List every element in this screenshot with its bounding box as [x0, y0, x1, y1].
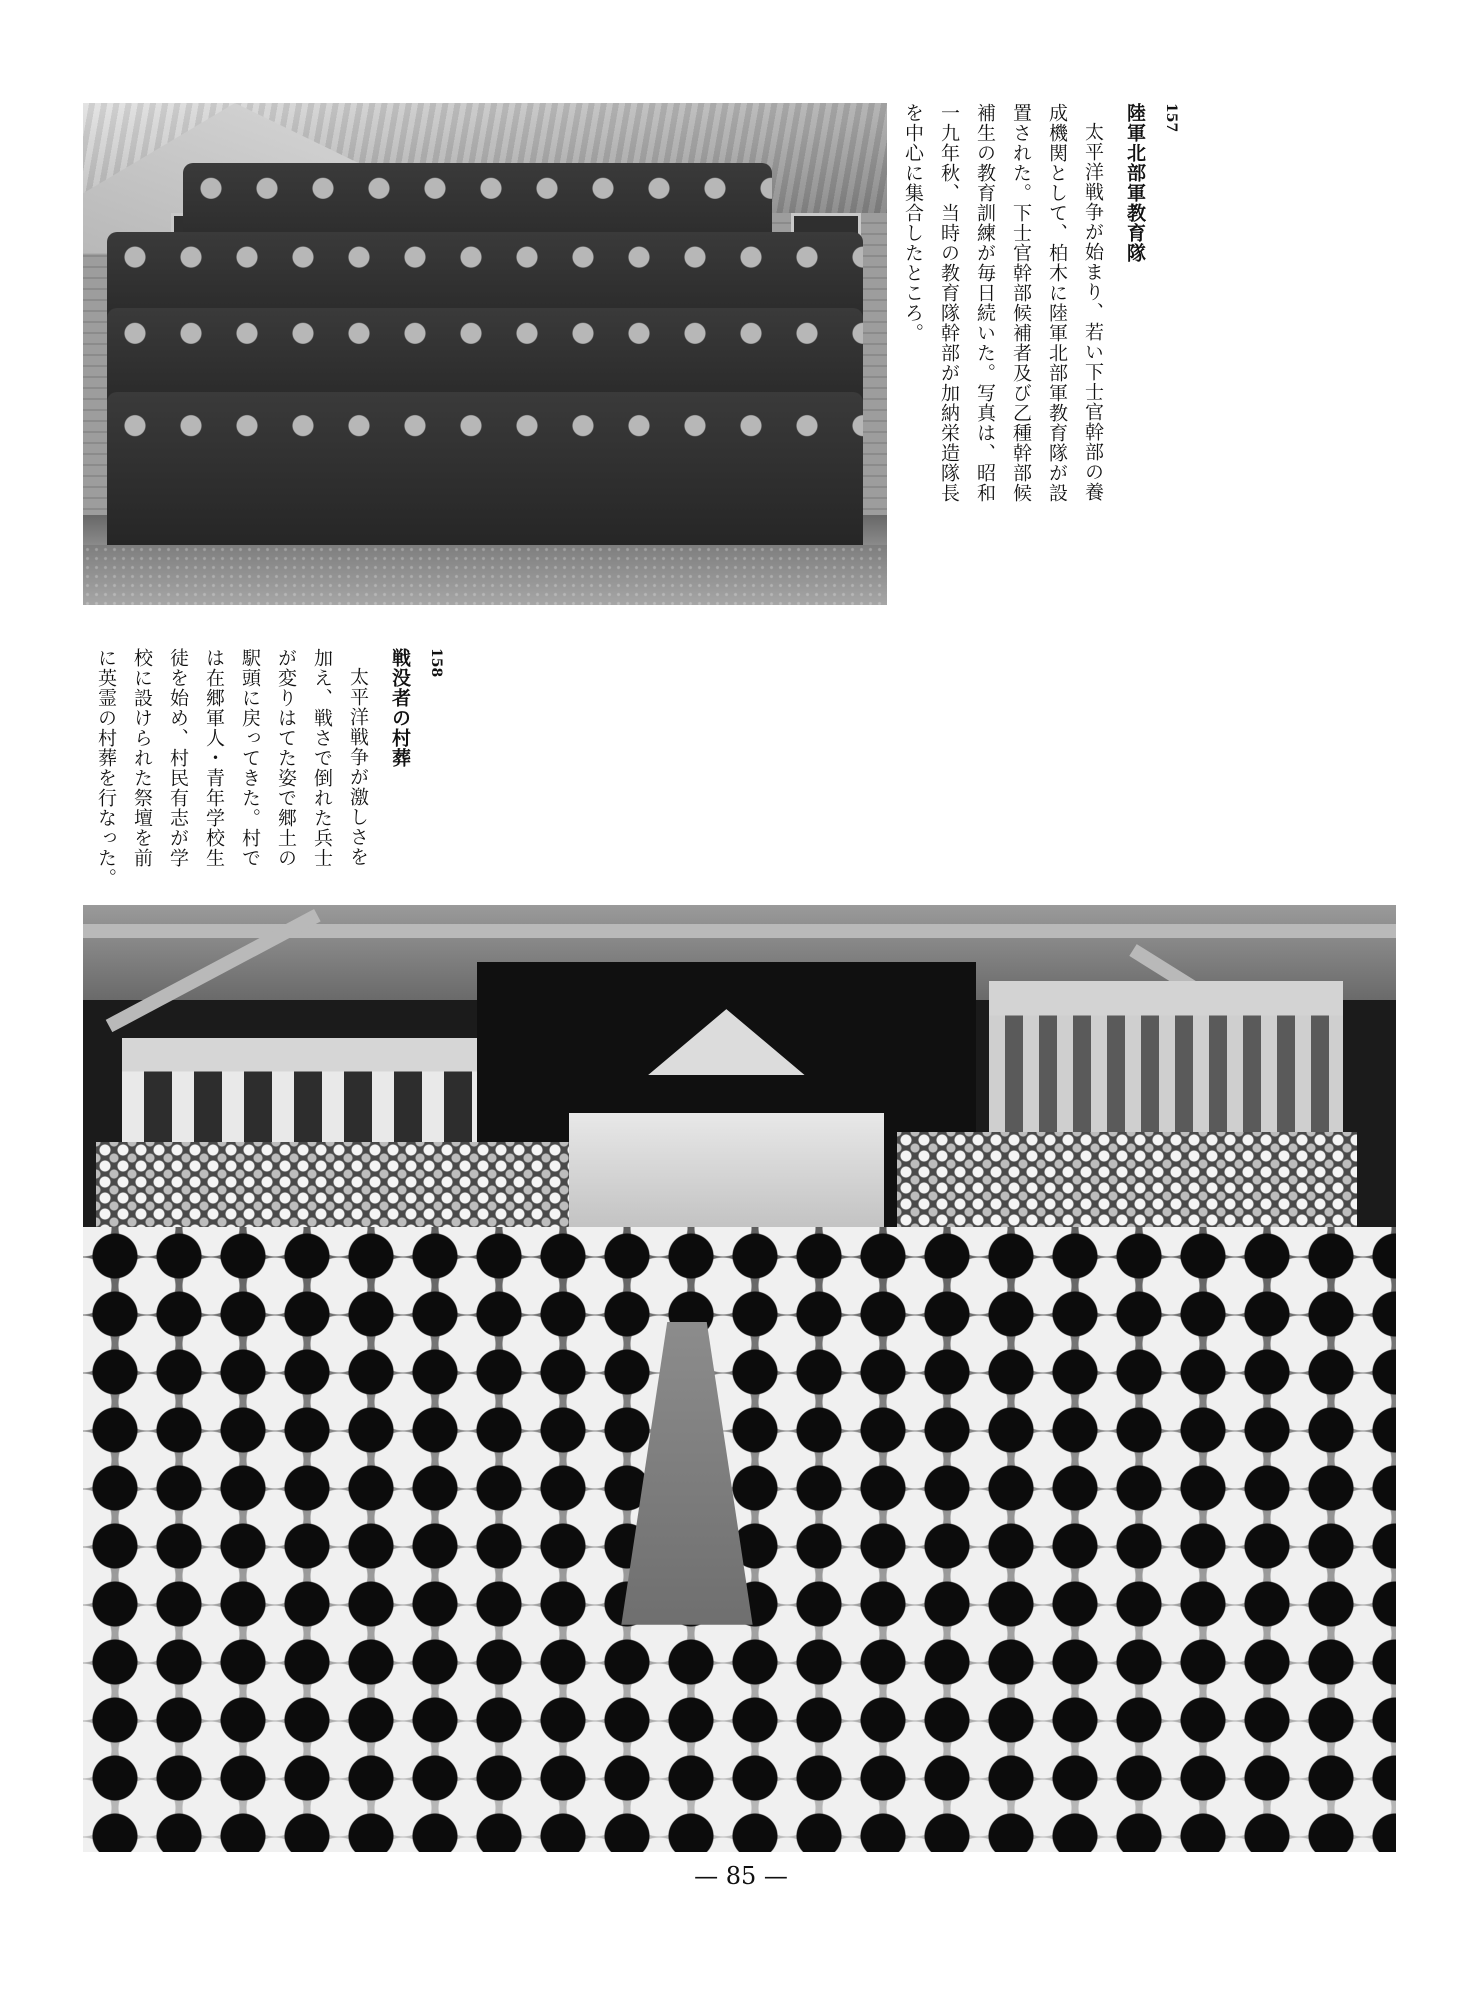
caption-number: 158 [428, 648, 444, 678]
caption-line: 成機関として、柏木に陸軍北部軍教育隊が設 [1046, 103, 1068, 503]
caption-line: が変りはてた姿で郷土の [275, 648, 297, 868]
photo-soldier-row [107, 392, 863, 545]
caption-157 [895, 103, 1189, 503]
photo-village-funeral [83, 905, 1396, 1852]
caption-line: は在郷軍人・青年学校生 [203, 648, 225, 868]
caption-line: を中心に集合したところ。 [902, 103, 924, 343]
caption-158 [88, 648, 454, 898]
photo-ground [83, 545, 887, 605]
caption-158-header [382, 648, 454, 898]
caption-line: 校に設けられた祭壇を前 [131, 648, 153, 868]
caption-number: 157 [1163, 103, 1179, 133]
caption-157-header [1117, 103, 1189, 465]
page-number: — 85 — [694, 1862, 788, 1890]
caption-line: 徒を始め、村民有志が学 [167, 648, 189, 868]
caption-line: 置された。下士官幹部候補者及び乙種幹部候 [1010, 103, 1032, 503]
caption-line: に英霊の村葬を行なった。 [95, 648, 117, 888]
photo-army-education-unit [83, 103, 887, 605]
caption-title: 戦没者の村葬 [389, 648, 411, 768]
caption-line: 補生の教育訓練が毎日続いた。写真は、昭和 [974, 103, 996, 503]
caption-line: 一九年秋、当時の教育隊幹部が加納栄造隊長 [938, 103, 960, 503]
caption-line: 加え、戦さで倒れた兵士 [311, 648, 333, 868]
caption-line: 駅頭に戻ってきた。村で [239, 648, 261, 868]
caption-line: 太平洋戦争が激しさを [347, 667, 369, 867]
caption-title: 陸軍北部軍教育隊 [1124, 103, 1146, 263]
caption-line: 太平洋戦争が始まり、若い下士官幹部の養 [1082, 122, 1104, 502]
photo-soldier-rows [107, 163, 863, 545]
